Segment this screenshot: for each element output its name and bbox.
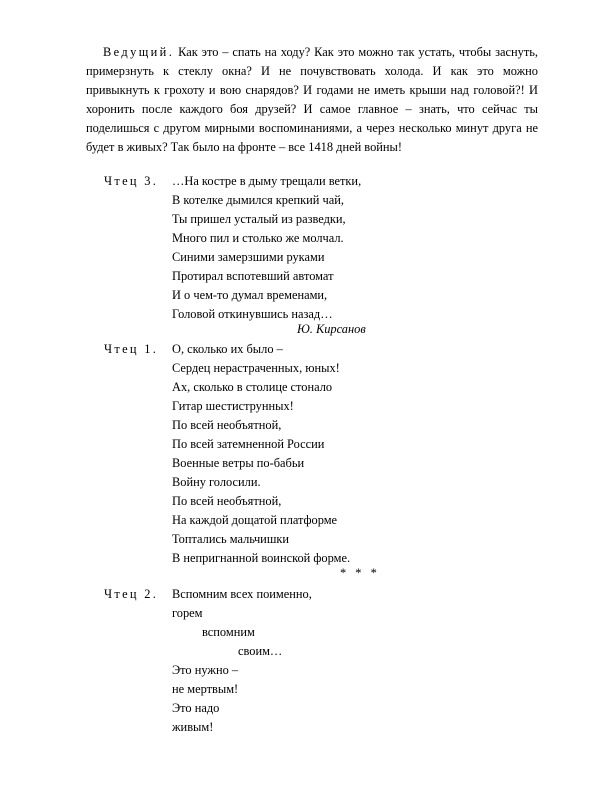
speaker-reader-1: Чтец 1. — [104, 342, 159, 356]
verse-reader-2 — [172, 585, 312, 737]
verse-line: Это нужно – — [172, 663, 239, 677]
speaker-reader-3: Чтец 3. — [104, 174, 159, 188]
intro-text: Как это – спать на ходу? Как это можно так устать, чтобы заснуть, примерзнуть к стеклу окна? И не почувствовать холода. И как это можно привыкнуть к грохоту и вою снарядов? И годами не иметь крыши над головой?! И хоронить после каждого боя друзей? И самое главное – знать, что сейчас ты поделишься с другом мирными воспоминаниями, а через несколько минут друга не будет в живых? Так было на фронте – все 1418 дней войны! — [86, 45, 538, 154]
intro-paragraph — [86, 43, 538, 157]
poem-author: Ю. Кирсанов — [297, 322, 366, 336]
verse-line: Протирал вспотевший автомат — [172, 269, 334, 283]
verse-line: Синими замерзшими руками — [172, 250, 325, 264]
speaker-reader-2: Чтец 2. — [104, 587, 159, 601]
verse-line: Вспомним всех поименно, — [172, 587, 312, 601]
verse-line: Гитар шестиструнных! — [172, 399, 294, 413]
verse-line: Головой откинувшись назад… — [172, 307, 333, 321]
verse-line: По всей затемненной России — [172, 437, 325, 451]
verse-line: По всей необъятной, — [172, 418, 282, 432]
verse-line: И о чем-то думал временами, — [172, 288, 328, 302]
verse-line: горем — [172, 606, 203, 620]
verse-line: Ты пришел усталый из разведки, — [172, 212, 346, 226]
verse-line: Топтались мальчишки — [172, 532, 290, 546]
verse-reader-3 — [172, 172, 361, 324]
intro-speaker: Ведущий. — [103, 45, 175, 59]
verse-line: живым! — [172, 720, 214, 734]
verse-line: На каждой дощатой платформе — [172, 513, 338, 527]
verse-line: Ах, сколько в столице стонало — [172, 380, 333, 394]
verse-line: своим… — [238, 644, 283, 658]
verse-line: вспомним — [202, 625, 255, 639]
verse-line: Войну голосили. — [172, 475, 261, 489]
verse-line: В котелке дымился крепкий чай, — [172, 193, 344, 207]
section-separator: * * * — [340, 566, 380, 580]
verse-line: не мертвым! — [172, 682, 239, 696]
verse-line: Сердец нерастраченных, юных! — [172, 361, 340, 375]
verse-line: О, сколько их было – — [172, 342, 283, 356]
verse-line: Это надо — [172, 701, 220, 715]
verse-line: …На костре в дыму трещали ветки, — [172, 174, 362, 188]
verse-line: В непригнанной воинской форме. — [172, 551, 351, 565]
verse-line: Много пил и столько же молчал. — [172, 231, 344, 245]
verse-line: Военные ветры по-бабьи — [172, 456, 305, 470]
verse-reader-1 — [172, 340, 350, 568]
verse-line: По всей необъятной, — [172, 494, 282, 508]
